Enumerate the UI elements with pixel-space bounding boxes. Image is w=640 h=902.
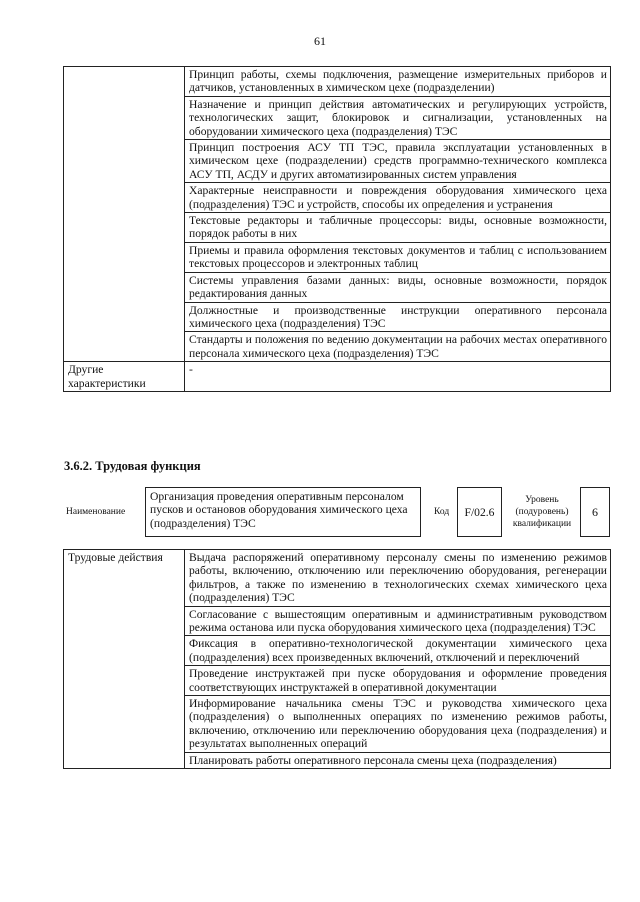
labor-actions-table bbox=[63, 549, 611, 769]
knowledge-table bbox=[63, 66, 611, 392]
labor-action-item: Планировать работы оперативного персонала смены цеха (подразделения) bbox=[185, 752, 611, 768]
labor-actions-label: Трудовые действия bbox=[64, 550, 185, 769]
knowledge-item: Принцип построения АСУ ТП ТЭС, правила эксплуатации установленных в химическом цехе (подразделении) средств программно-технического комплекса АСУ ТП, АСДУ и других автоматизированных систем управления bbox=[185, 140, 611, 183]
labor-action-item: Согласование с вышестоящим оперативным и административным руководством режима останова или пуска оборудования химического цеха (подразделения) ТЭС bbox=[185, 606, 611, 636]
level-label: Уровень (подуровень) квалификации bbox=[512, 495, 572, 529]
page-number: 61 bbox=[314, 34, 326, 48]
code-label: Код bbox=[434, 507, 450, 517]
knowledge-item: Текстовые редакторы и табличные процессоры: виды, основные возможности, порядок работы в них bbox=[185, 213, 611, 243]
labor-action-item: Проведение инструктажей при пуске оборудования и оформление проведения соответствующих инструктажей в оперативной документации bbox=[185, 666, 611, 696]
knowledge-item: Характерные неисправности и повреждения оборудования химического цеха (подразделения) ТЭС и устройств, способы их определения и устранения bbox=[185, 183, 611, 213]
section-heading: 3.6.2. Трудовая функция bbox=[64, 459, 201, 473]
table-row bbox=[64, 550, 611, 607]
labor-action-item: Выдача распоряжений оперативному персоналу смены по изменению режимов работы, включению, отключению или переключению оборудования, регенерации фильтров, а также по изменению в технологических схемах химического цеха (подразделения) ТЭС bbox=[185, 550, 611, 607]
level-value: 6 bbox=[592, 504, 598, 519]
name-label: Наименование bbox=[66, 507, 126, 517]
table-row bbox=[64, 362, 611, 392]
table-row bbox=[64, 67, 611, 97]
code-value: F/02.6 bbox=[464, 505, 495, 519]
knowledge-item: Стандарты и положения по ведению документации на рабочих местах оперативного персонала химического цеха (подразделения) ТЭС bbox=[185, 332, 611, 362]
labor-action-item: Информирование начальника смены ТЭС и руководства химического цеха (подразделения) о выполненных операциях по изменению режимов работы, включению, отключению или переключению оборудования цеха (подразделения) и результатах выполненных операций bbox=[185, 696, 611, 753]
function-name-box: Организация проведения оперативным персоналом пусков и остановов оборудования химического цеха (подразделения) ТЭС bbox=[145, 487, 421, 537]
labor-action-item: Фиксация в оперативно-технологической документации химического цеха (подразделения) всех произведенных включений, отключений и переключений bbox=[185, 636, 611, 666]
knowledge-item: Системы управления базами данных: виды, основные возможности, порядок редактирования данных bbox=[185, 272, 611, 302]
other-characteristics-label: Другие характеристики bbox=[64, 362, 185, 392]
knowledge-item: Назначение и принцип действия автоматических и регулирующих устройств, технологических защит, блокировок и сигнализации, установленных на оборудовании химического цеха (подразделения) ТЭС bbox=[185, 96, 611, 139]
knowledge-item: Приемы и правила оформления текстовых документов и таблиц с использованием текстовых процессоров и электронных таблиц bbox=[185, 242, 611, 272]
code-box bbox=[457, 487, 502, 537]
level-box bbox=[580, 487, 610, 537]
knowledge-item: Должностные и производственные инструкции оперативного персонала химического цеха (подразделения) ТЭС bbox=[185, 302, 611, 332]
knowledge-item: Принцип работы, схемы подключения, размещение измерительных приборов и датчиков, установленных в химическом цехе (подразделении) bbox=[185, 67, 611, 97]
table-cell-empty bbox=[64, 67, 185, 362]
other-characteristics-value: - bbox=[185, 362, 611, 392]
